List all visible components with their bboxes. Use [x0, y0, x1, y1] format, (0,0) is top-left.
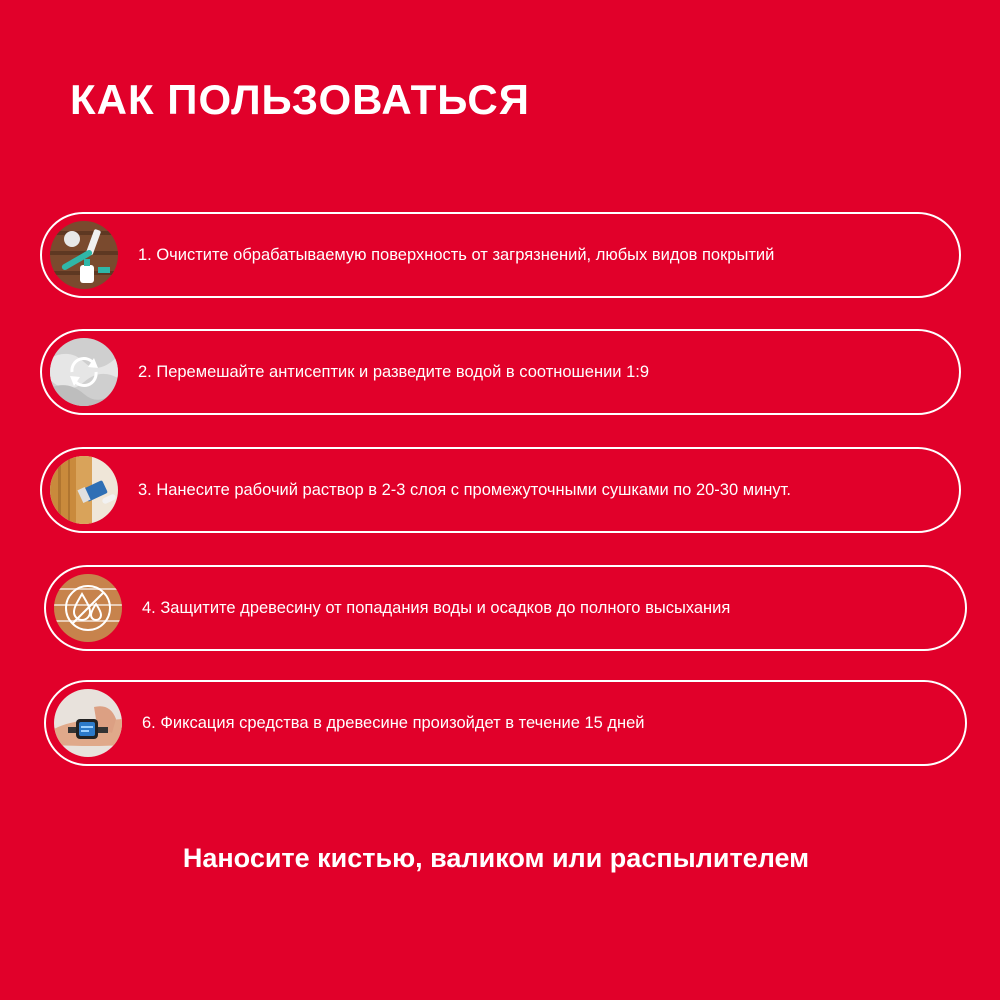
step-card-5	[44, 680, 967, 766]
step-text: 2. Перемешайте антисептик и разведите водой в соотношении 1:9	[138, 362, 650, 381]
cleaning-tools-icon	[50, 221, 118, 289]
page-title: КАК ПОЛЬЗОВАТЬСЯ	[70, 76, 530, 123]
no-water-drops-icon	[54, 574, 122, 642]
step-text: 3. Нанесите рабочий раствор в 2-3 слоя с промежуточными сушками по 20-30 минут.	[138, 480, 791, 499]
step-card-3	[40, 447, 961, 533]
step-card-4	[44, 565, 967, 651]
step-card-2	[40, 329, 961, 415]
wristwatch-icon	[54, 689, 122, 757]
step-text: 6. Фиксация средства в древесине произойдет в течение 15 дней	[142, 713, 645, 732]
step-card-1	[40, 212, 961, 298]
application-methods-caption: Наносите кистью, валиком или распылителем	[182, 843, 810, 873]
step-text: 1. Очистите обрабатываемую поверхность от загрязнений, любых видов покрытий	[138, 245, 775, 264]
step-text: 4. Защитите древесину от попадания воды и осадков до полного высыхания	[142, 598, 731, 617]
paint-brush-icon	[50, 456, 118, 524]
mixing-arrows-icon	[50, 338, 118, 406]
